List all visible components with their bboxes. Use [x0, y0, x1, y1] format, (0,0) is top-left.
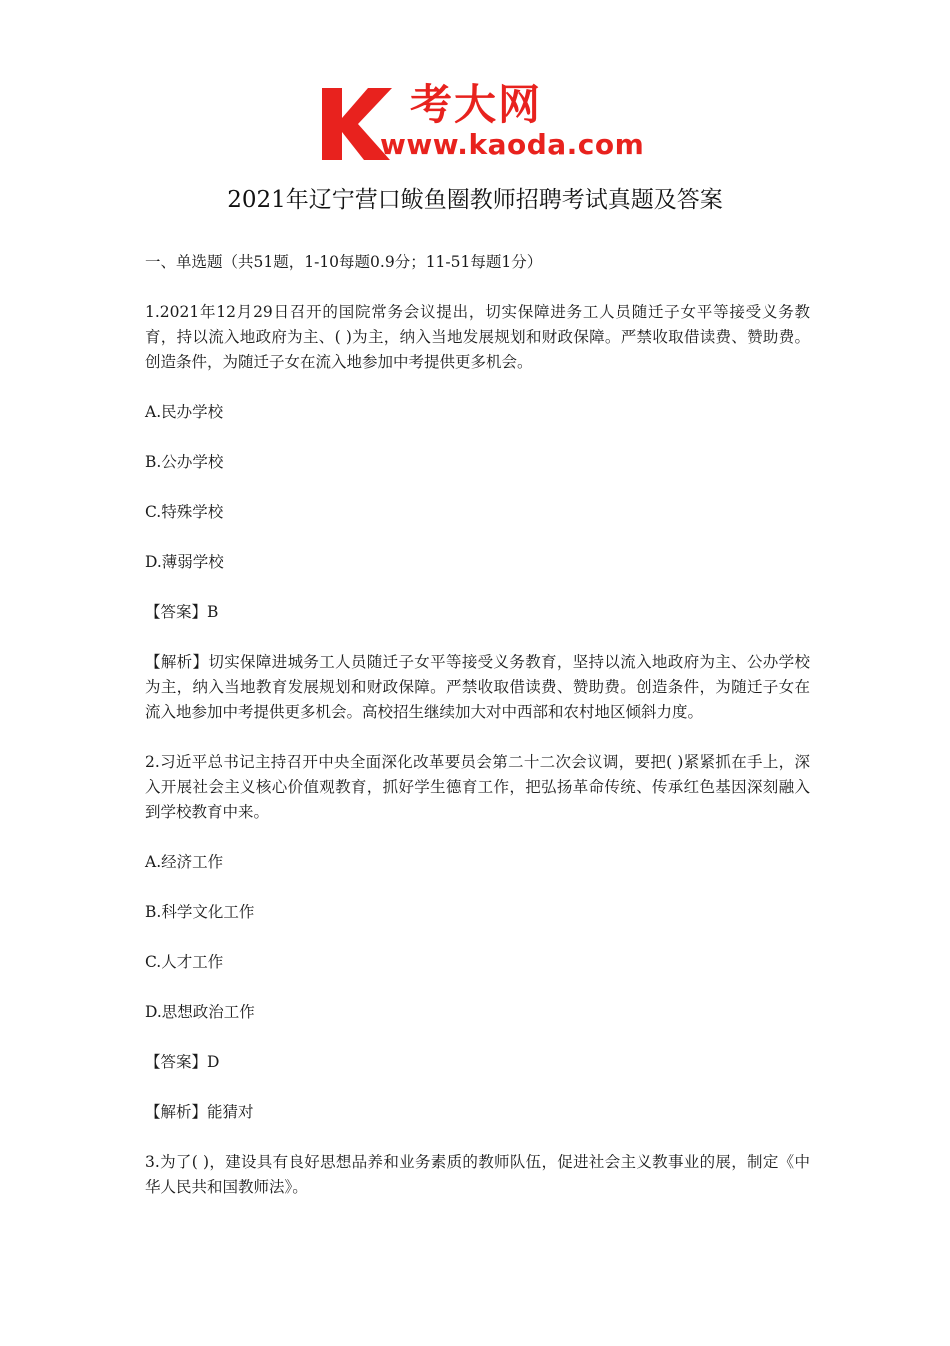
question-1 [145, 300, 810, 725]
option-d: D.薄弱学校 [145, 553, 224, 571]
logo-chinese-text: 考大网 [410, 80, 543, 129]
option-a: A.经济工作 [145, 853, 224, 871]
kaoda-logo [318, 80, 645, 162]
question-2 [145, 750, 810, 1125]
explanation: 【解析】切实保障进城务工人员随迁子女平等接受义务教育，坚持以流入地政府为主、公办学校为主，纳入当地教育发展规划和财政保障。严禁收取借读费、赞助费。创造条件，为随迁子女在流入地参加中考提供更多机会。高校招生继续加大对中西部和农村地区倾斜力度。 [145, 653, 810, 721]
answer: 【答案】B [145, 603, 219, 621]
option-c: C.特殊学校 [145, 503, 224, 521]
question-stem: 3.为了( )，建设具有良好思想品养和业务素质的教师队伍，促进社会主义教事业的展，制定《中华人民共和国教师法》。 [145, 1153, 810, 1196]
option-a: A.民办学校 [145, 403, 224, 421]
option-c: C.人才工作 [145, 953, 224, 971]
option-b: B.科学文化工作 [145, 903, 255, 921]
document-body [145, 250, 810, 1225]
document-title: 2021年辽宁营口鲅鱼圈教师招聘考试真题及答案 [227, 187, 723, 213]
section-heading: 一、单选题（共51题，1-10每题0.9分；11-51每题1分） [145, 253, 543, 271]
option-d: D.思想政治工作 [145, 1003, 255, 1021]
explanation: 【解析】能猜对 [145, 1103, 254, 1121]
answer: 【答案】D [145, 1053, 220, 1071]
option-b: B.公办学校 [145, 453, 224, 471]
question-stem: 2.习近平总书记主持召开中央全面深化改革要员会第二十二次会议调，要把( )紧紧抓在手上，深入开展社会主义核心价值观教育，抓好学生德育工作，把弘扬革命传统、传承红色基因深刻融入到学校教育中来。 [145, 753, 810, 821]
question-3 [145, 1150, 810, 1200]
logo-url-text: www.kaoda.com [380, 128, 645, 161]
question-stem: 1.2021年12月29日召开的国院常务会议提出，切实保障进务工人员随迁子女平等接受义务教育，持以流入地政府为主、( )为主，纳入当地发展规划和财政保障。严禁收取借读费、赞助费。创造条件，为随迁子女在流入地参加中考提供更多机会。 [145, 303, 810, 371]
